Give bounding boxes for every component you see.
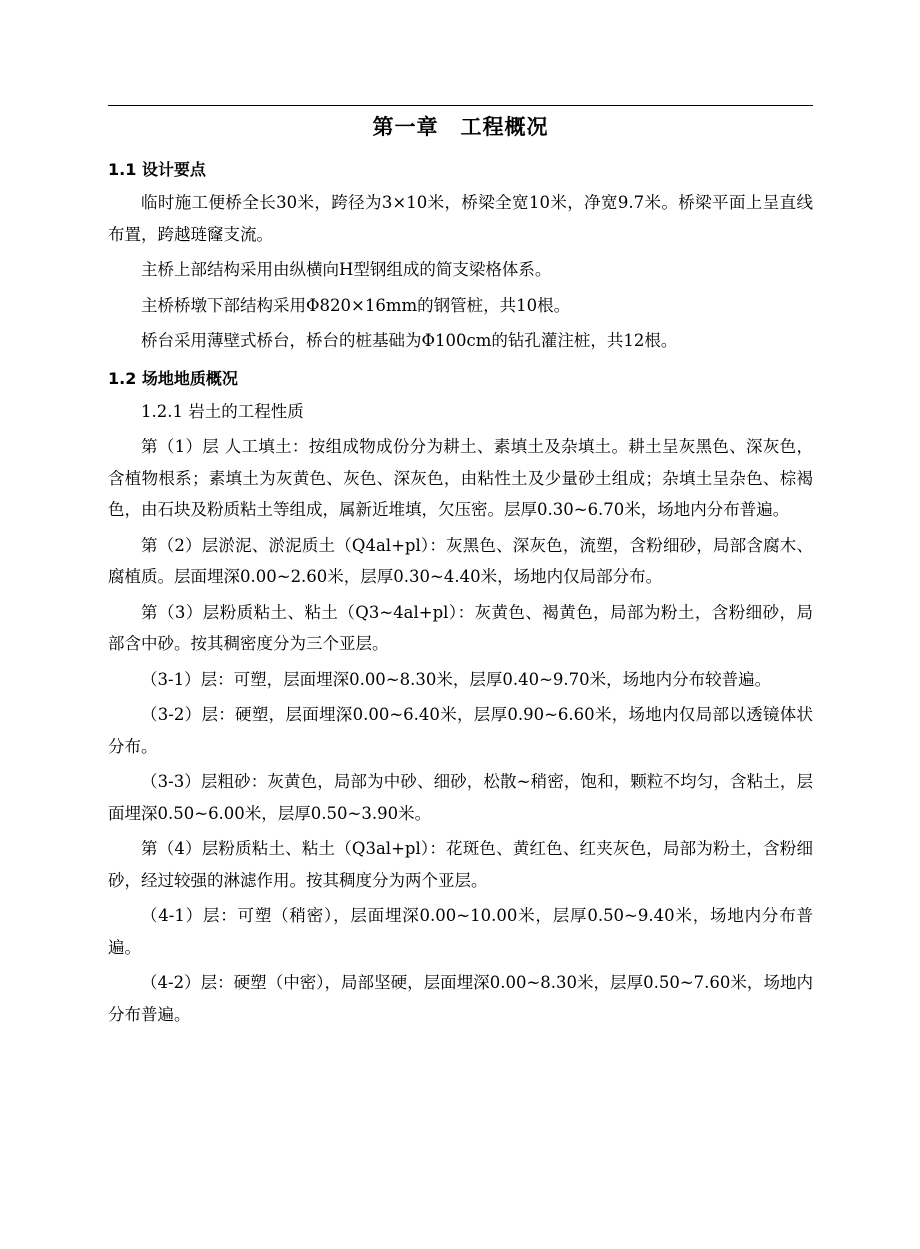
paragraph: 桥台采用薄壁式桥台，桥台的桩基础为Φ100cm的钻孔灌注桩，共12根。 [141, 331, 678, 350]
section-heading-1-2: 1.2 场地地质概况 [108, 368, 238, 388]
paragraph: 主桥上部结构采用由纵横向H型钢组成的简支梁格体系。 [141, 260, 552, 279]
paragraph: 第（1）层 人工填土：按组成物成份分为耕土、素填土及杂填土。耕土呈灰黑色、深灰色，含植物根系；素填土为灰黄色、灰色、深灰色，由粘性土及少量砂土组成；杂填土呈杂色、棕褐色，由石块及粉质粘土等组成，属新近堆填，欠压密。层厚0.30~6.70米，场地内分布普遍。 [108, 437, 813, 519]
paragraph: （4-1）层：可塑（稍密），层面埋深0.00~10.00米，层厚0.50~9.40米，场地内分布普遍。 [108, 906, 813, 957]
paragraph: （3-1）层：可塑，层面埋深0.00~8.30米，层厚0.40~9.70米，场地内分布较普遍。 [141, 669, 772, 689]
document-body [108, 152, 813, 1034]
subsection-heading-1-2-1: 1.2.1 岩土的工程性质 [141, 401, 304, 421]
paragraph: 第（3）层粉质粘土、粘土（Q3~4al+pl）：灰黄色、褐黄色，局部为粉土，含粉细砂，局部含中砂。按其稠密度分为三个亚层。 [108, 602, 813, 653]
section-heading-1-1: 1.1 设计要点 [108, 160, 206, 179]
paragraph: （3-3）层粗砂：灰黄色，局部为中砂、细砂，松散~稍密，饱和，颗粒不均匀，含粘土，层面埋深0.50~6.00米，层厚0.50~3.90米。 [108, 772, 813, 823]
paragraph: 主桥桥墩下部结构采用Φ820×16mm的钢管桩，共10根。 [141, 295, 571, 315]
header-rule [108, 105, 813, 106]
paragraph: 第（4）层粉质粘土、粘土（Q3al+pl）：花斑色、黄红色、红夹灰色，局部为粉土，含粉细砂，经过较强的淋滤作用。按其稠度分为两个亚层。 [108, 839, 813, 890]
paragraph: 第（2）层淤泥、淤泥质土（Q4al+pl）：灰黑色、深灰色，流塑，含粉细砂，局部含腐木、腐植质。层面埋深0.00~2.60米，层厚0.30~4.40米，场地内仅局部分布。 [108, 535, 813, 586]
paragraph: （4-2）层：硬塑（中密），局部坚硬，层面埋深0.00~8.30米，层厚0.50~7.60米，场地内分布普遍。 [108, 973, 813, 1024]
paragraph: （3-2）层：硬塑，层面埋深0.00~6.40米，层厚0.90~6.60米，场地内仅局部以透镜体状分布。 [108, 705, 813, 756]
chapter-title: 第一章 工程概况 [372, 115, 549, 139]
paragraph: 临时施工便桥全长30米，跨径为3×10米，桥梁全宽10米，净宽9.7米。桥梁平面上呈直线布置，跨越琏窿支流。 [108, 193, 813, 244]
